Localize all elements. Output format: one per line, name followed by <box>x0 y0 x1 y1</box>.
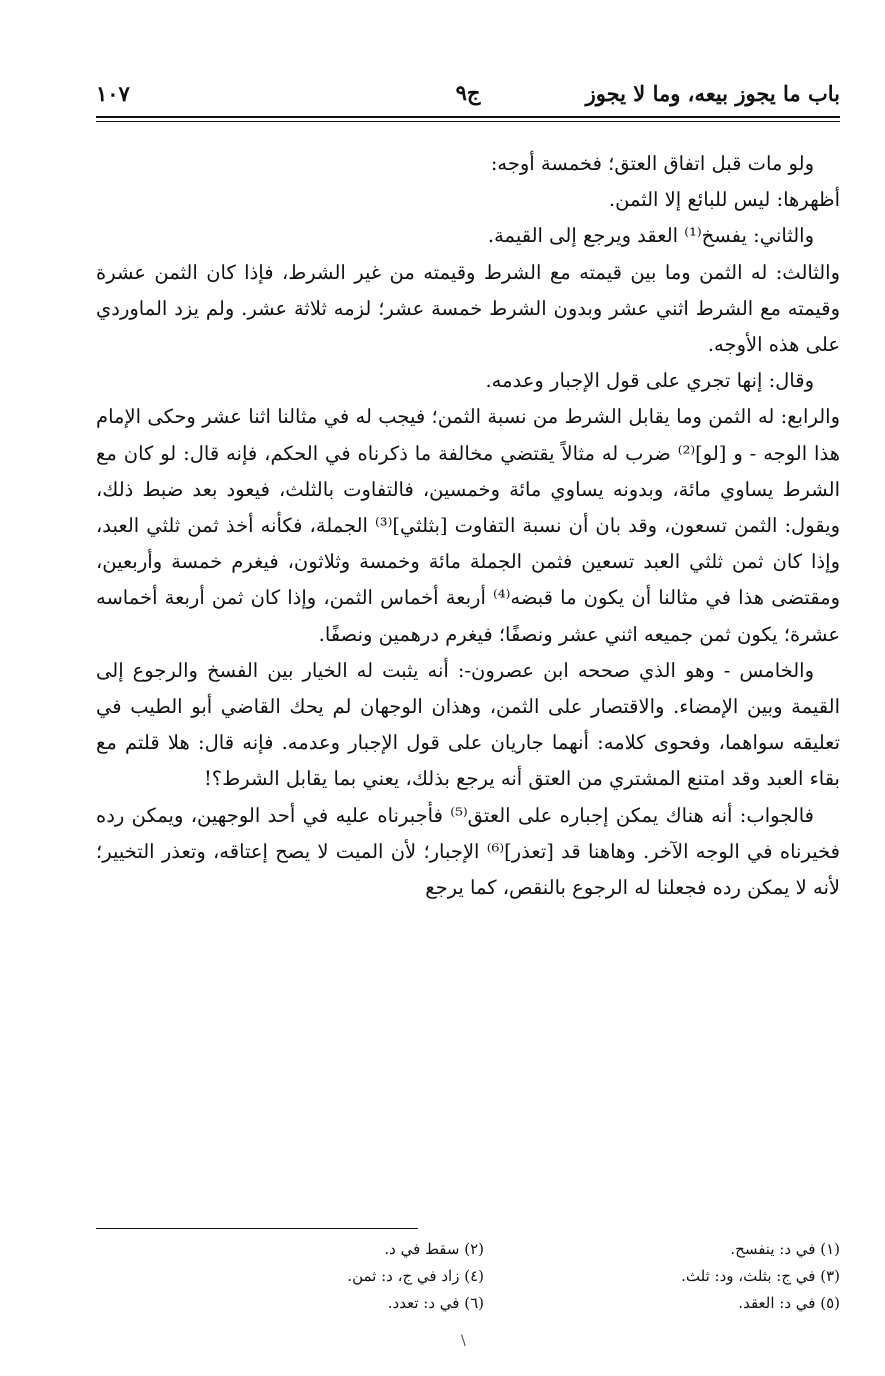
running-header <box>96 76 840 106</box>
footnote: (٢) سقط في د. <box>384 1240 484 1258</box>
footnote: (٣) في ج: بثلث، ود: ثلث. <box>681 1267 840 1285</box>
footnote: (٤) زاد في ج، د: ثمن. <box>347 1267 484 1285</box>
footnote-row <box>96 1236 840 1263</box>
paragraph: فالجواب: أنه هناك يمكن إجباره على العتق⁽⁵⁾ فأجبرناه عليه في أحد الوجهين، ويمكن رده فخيرناه في الوجه الآخر. وهاهنا قد [تعذر]⁽⁶⁾ الإجبار؛ لأن الميت لا يصح إعتاقه، وتعذر التخيير؛ لأنه لا يمكن رده فجعلنا له الرجوع بالنقص، كما يرجع <box>96 803 840 900</box>
book-page <box>96 76 840 1312</box>
header-rule-thin <box>96 121 840 122</box>
paragraph: والثالث: له الثمن وما بين قيمته مع الشرط وقيمته من غير الشرط، فإذا كان الثمن عشرة وقيمته مع الشرط اثني عشر وبدون الشرط خمسة عشر؛ لزمه ثلاثة عشر. ولم يزد الماوردي على هذه الأوجه. <box>96 260 840 357</box>
chapter-title: باب ما يجوز بيعه، وما لا يجوز <box>585 81 840 106</box>
volume-number: ج٩ <box>455 80 481 105</box>
footnote-separator <box>96 1228 418 1229</box>
paragraph: أظهرها: ليس للبائع إلا الثمن. <box>608 188 840 212</box>
main-text <box>96 146 840 906</box>
footnote-row <box>96 1290 840 1317</box>
footnote-row <box>96 1263 840 1290</box>
header-rule-thick <box>96 116 840 118</box>
paragraph: وقال: إنها تجري على قول الإجبار وعدمه. <box>485 369 814 393</box>
footnote: (١) في د: ينفسح. <box>730 1240 840 1258</box>
footnote: (٥) في د: العقد. <box>738 1294 840 1312</box>
paragraph: والرابع: له الثمن وما يقابل الشرط من نسبة الثمن؛ فيجب له في مثالنا اثنا عشر وحكى الإمام هذا الوجه - و [لو]⁽²⁾ ضرب له مثالاً يقتضي مخالفة ما ذكرناه في الحكم، فإنه قال: لو كان مع الشرط يساوي مائة، وبدونه يساوي مائة وخمسين، فالتفاوت بالثلث، فيعود بعد ضبط ذلك، ويقول: الثمن تسعون، وقد بان أن نسبة التفاوت [بثلثي]⁽³⁾ الجملة، فكأنه أخذ ثمن ثلثي العبد، وإذا كان ثمن ثلثي العبد تسعين فثمن الجملة مائة وخمسة وثلاثون، فيغرم خمسة وأربعين، ومقتضى هذا في مثالنا أن يكون ما قبضه⁽⁴⁾ أربعة أخماس الثمن، وإذا كان ثمن أربعة أخماسه عشرة؛ يكون ثمن جميعه اثني عشر ونصفًا؛ فيغرم درهمين ونصفًا. <box>96 405 840 646</box>
paragraph: ولو مات قبل اتفاق العتق؛ فخمسة أوجه: <box>490 152 814 175</box>
paragraph: والثاني: يفسخ⁽¹⁾ العقد ويرجع إلى القيمة. <box>487 224 814 248</box>
paragraph: والخامس - وهو الذي صححه ابن عصرون-: أنه يثبت له الخيار بين الفسخ والرجوع إلى القيمة وبين الإمضاء. والاقتصار على الثمن، وهذان الوجهان لم يحك القاضي أبو الطيب في تعليقه سواهما، وفحوى كلامه: أنهما جاريان على قول الإجبار وعدمه. فإنه قال: هلا قلتم مع بقاء العبد وقد امتنع المشتري من العتق أنه يرجع بذلك، يعني بما يقابل الشرط؟! <box>96 658 840 791</box>
footnotes <box>96 1236 840 1317</box>
page-number: ١٠٧ <box>96 81 130 106</box>
footnote: (٦) في د: تعدد. <box>387 1294 484 1312</box>
stray-mark: \ <box>461 1333 466 1349</box>
